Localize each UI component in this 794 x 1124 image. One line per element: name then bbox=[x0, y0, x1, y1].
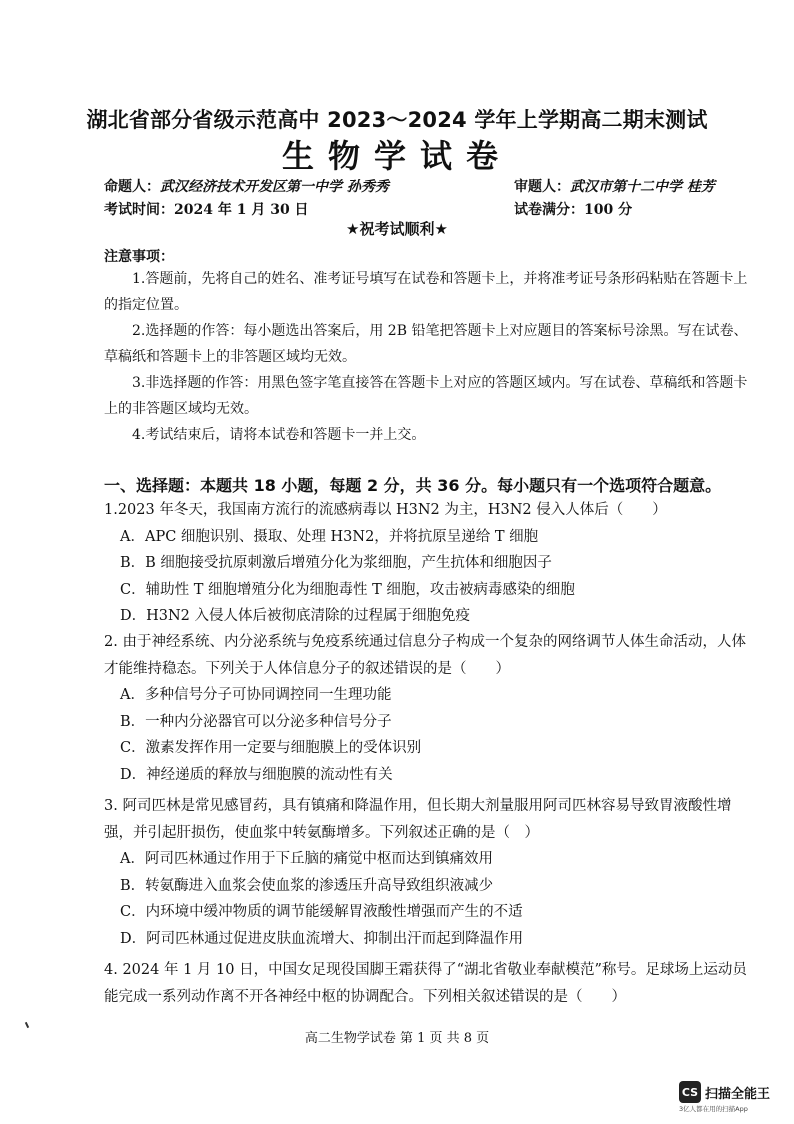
notice-item: 2.选择题的作答：每小题选出答案后，用 2B 铅笔把答题卡上对应题目的答案标号涂黑。写在试卷、草稿纸和答题卡上的非答题区域均无效。 bbox=[104, 323, 748, 365]
notice-item: 1.答题前，先将自己的姓名、准考证号填写在试卷和答题卡上，并将准考证号条形码粘贴在答题卡上的指定位置。 bbox=[104, 271, 748, 313]
option-b: B．转氨酶进入血浆会使血浆的渗透压升高导致组织液减少 bbox=[120, 877, 494, 894]
question-4 bbox=[104, 957, 754, 1010]
exam-title: 湖北省部分省级示范高中 2023～2024 学年上学期高二期末测试 bbox=[86, 108, 708, 132]
reviewer-name: 武汉市第十二中学 桂芳 bbox=[570, 179, 715, 195]
camscanner-logo-icon: CS bbox=[679, 1081, 701, 1103]
option-d: D．神经递质的释放与细胞膜的流动性有关 bbox=[120, 766, 393, 783]
option-a: A．多种信号分子可协同调控同一生理功能 bbox=[120, 687, 392, 703]
option-b: B．B 细胞接受抗原刺激后增殖分化为浆细胞，产生抗体和细胞因子 bbox=[120, 555, 552, 571]
full-score: 试卷满分：100 分 bbox=[514, 202, 633, 218]
question-2 bbox=[104, 629, 754, 788]
author-name: 武汉经济技术开发区第一中学 孙秀秀 bbox=[160, 179, 389, 195]
option-b: B．一种内分泌器官可以分泌多种信号分子 bbox=[120, 713, 392, 730]
camscanner-logo-text: 扫描全能王 bbox=[705, 1086, 771, 1102]
exam-time: 考试时间：2024 年 1 月 30 日 bbox=[104, 202, 309, 218]
scanner-watermark bbox=[679, 1081, 770, 1103]
question-stem: 3. 阿司匹林是常见感冒药，具有镇痛和降温作用，但长期大剂量服用阿司匹林容易导致胃液酸性增强，并引起肝损伤，使血浆中转氨酶增多。下列叙述正确的是（ ） bbox=[104, 798, 732, 841]
author-line bbox=[104, 176, 389, 196]
option-d: D．H3N2 入侵人体后被彻底清除的过程属于细胞免疫 bbox=[120, 608, 471, 624]
option-c: C．激素发挥作用一定要与细胞膜上的受体识别 bbox=[120, 740, 422, 756]
reviewer-label: 审题人： bbox=[514, 179, 570, 195]
option-a: A．APC 细胞识别、摄取、处理 H3N2，并将抗原呈递给 T 细胞 bbox=[120, 528, 539, 545]
section-title: 一、选择题：本题共 18 小题，每题 2 分，共 36 分。每小题只有一个选项符合题意。 bbox=[104, 476, 722, 495]
option-a: A．阿司匹林通过作用于下丘脑的痛觉中枢而达到镇痛效用 bbox=[120, 851, 493, 867]
notice-heading: 注意事项： bbox=[104, 249, 174, 265]
option-c: C．辅助性 T 细胞增殖分化为细胞毒性 T 细胞，攻击被病毒感染的细胞 bbox=[120, 581, 575, 598]
notice-item: 4.考试结束后，请将本试卷和答题卡一并上交。 bbox=[132, 427, 426, 443]
subject-title: 生物学试卷 bbox=[281, 137, 512, 175]
good-luck-banner: ★祝考试顺利★ bbox=[346, 220, 448, 238]
question-1 bbox=[104, 497, 754, 630]
reviewer-line bbox=[514, 176, 715, 196]
option-d: D．阿司匹林通过促进皮肤血流增大、抑制出汗而起到降温作用 bbox=[120, 930, 524, 947]
question-stem: 4. 2024 年 1 月 10 日，中国女足现役国脚王霜获得了“湖北省敬业奉献模范”称号。足球场上运动员能完成一系列动作离不开各神经中枢的协调配合。下列相关叙述错误的是（ ） bbox=[104, 962, 747, 1005]
author-label: 命题人： bbox=[104, 179, 160, 195]
option-c: C．内环境中缓冲物质的调节能缓解胃液酸性增强而产生的不适 bbox=[120, 904, 523, 920]
camscanner-tagline: 3亿人都在用的扫描App bbox=[679, 1105, 748, 1113]
question-3 bbox=[104, 793, 754, 952]
notice-list bbox=[104, 266, 754, 448]
notice-item: 3.非选择题的作答：用黑色签字笔直接答在答题卡上对应的答题区域内。写在试卷、草稿纸和答题卡上的非答题区域均无效。 bbox=[104, 375, 748, 417]
question-stem: 2. 由于神经系统、内分泌系统与免疫系统通过信息分子构成一个复杂的网络调节人体生命活动，人体才能维持稳态。下列关于人体信息分子的叙述错误的是（ ） bbox=[104, 634, 746, 677]
question-stem: 1.2023 年冬天，我国南方流行的流感病毒以 H3N2 为主，H3N2 侵入人体后（ ） bbox=[104, 502, 667, 518]
page-footer: 高二生物学试卷 第 1 页 共 8 页 bbox=[304, 1031, 490, 1046]
